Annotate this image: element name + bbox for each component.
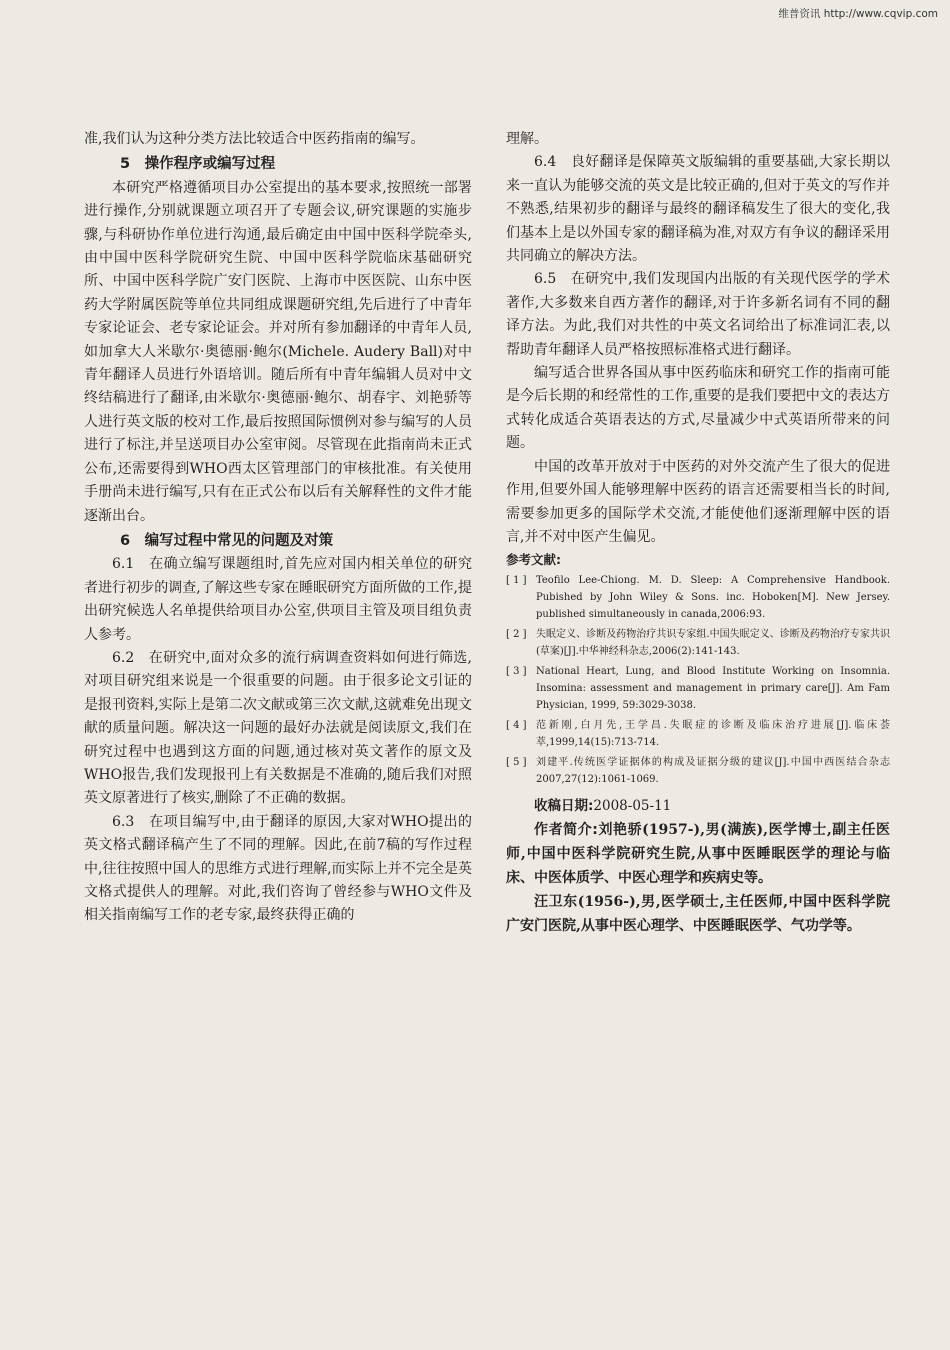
received-date [506, 794, 890, 818]
reference-text: 失眠定义、诊断及药物治疗共识专家组.中国失眠定义、诊断及药物治疗专家共识(草案)[J].中华神经科杂志,2006(2):141-143. [536, 629, 890, 658]
reference-item [506, 663, 890, 714]
watermark: 维普资讯 http://www.cqvip.com [778, 8, 938, 20]
paragraph-6-2: 6.2 在研究中,面对众多的流行病调查资料如何进行筛选,对项目研究组来说是一个很重要的问题。由于很多论文引证的是报刊资料,实际上是第二次文献或第三次文献,这就难免出现文献的质量问题。解决这一问题的最好办法就是阅读原文,我们在研究过程中也遇到这方面的问题,通过核对英文著作的原文及WHO报告,我们发现报刊上有关数据是不准确的,随后我们对照英文原著进行了核实,删除了不正确的数据。 [84, 649, 472, 807]
reference-text: 范新刚,白月先,王学昌.失眠症的诊断及临床治疗进展[J].临床荟萃,1999,14(15):713-714. [536, 720, 890, 749]
paragraph-continued-right: 理解。 [506, 131, 548, 147]
right-column [506, 128, 890, 938]
paragraph-conclusion-1: 编写适合世界各国从事中医药临床和研究工作的指南可能是今后长期的和经常性的工作,重要的是我们要把中文的表达方式转化成适合英语表达的方式,尽量减少中式英语所带来的问题。 [506, 365, 890, 452]
author-bio-1-text: 刘艳骄(1957-),男(满族),医学博士,副主任医师,中国中医科学院研究生院,从事中医睡眠医学的理论与临床、中医体质学、中医心理学和疾病史等。 [506, 822, 890, 887]
section-heading-6: 6 编写过程中常见的问题及对策 [120, 532, 334, 549]
reference-number: [ 5 ] [506, 757, 527, 769]
author-bio-2: 汪卫东(1956-),男,医学硕士,主任医师,中国中医科学院广安门医院,从事中医心理学、中医睡眠医学、气功学等。 [506, 894, 890, 935]
reference-text: Teofilo Lee-Chiong. M. D. Sleep: A Comprehensive Handbook. Pubished by John Wiley & Sons. inc. Hoboken[M]. New Jersey. published simultaneously in canada,2006:93. [536, 575, 890, 621]
paragraph-6-4: 6.4 良好翻译是保障英文版编辑的重要基础,大家长期以来一直认为能够交流的英文是比较正确的,但对于英文的写作并不熟悉,结果初步的翻译与最终的翻译稿发生了很大的变化,我们基本上是以外国专家的翻译稿为准,对双方有争议的翻译采用共同确立的解决方法。 [506, 154, 890, 265]
reference-item [506, 754, 890, 788]
reference-number: [ 2 ] [506, 629, 527, 641]
paragraph-6-3: 6.3 在项目编写中,由于翻译的原因,大家对WHO提出的英文格式翻译稿产生了不同的理解。因此,在前7稿的写作过程中,往往按照中国人的思维方式进行理解,而实际上并不完全是英文格式提供人的理解。对此,我们咨询了曾经参与WHO文件及相关指南编写工作的老专家,最终获得正确的 [84, 813, 472, 924]
reference-text: National Heart, Lung, and Blood Institute Working on Insomnia. Insomina: assessment and management in primary care[J]. Am Fam Physician, 1999, 59:3029-3038. [536, 666, 890, 712]
reference-item [506, 572, 890, 623]
paragraph-6-5: 6.5 在研究中,我们发现国内出版的有关现代医学的学术著作,大多数来自西方著作的翻译,对于许多新名词有不同的翻译方法。为此,我们对共性的中英文名词给出了标准词汇表,以帮助青年翻译人员严格按照标准格式进行翻译。 [506, 271, 890, 358]
reference-item [506, 626, 890, 660]
section-heading-5: 5 操作程序或编写过程 [120, 156, 276, 173]
reference-text: 刘建平.传统医学证据体的构成及证据分级的建议[J].中国中西医结合杂志 2007,27(12):1061-1069. [536, 757, 890, 786]
reference-number: [ 3 ] [506, 666, 527, 678]
paragraph-procedure: 本研究严格遵循项目办公室提出的基本要求,按照统一部署进行操作,分别就课题立项召开了专题会议,研究课题的实施步骤,与科研协作单位进行沟通,最后确定由中国中医科学院牵头,由中国中医科学院研究生院、中国中医科学院临床基础研究所、中国中医科学院广安门医院、上海市中医医院、山东中医药大学附属医院等单位共同组成课题研究组,先后进行了中青年专家论证会、老专家论证会。并对所有参加翻译的中青年人员,如加拿大人米歇尔·奥德丽·鲍尔(Michele. Audery Ball)对中青年翻译人员进行外语培训。随后所有中青年编辑人员对中文终结稿进行了翻译,由米歇尔·奥德丽·鲍尔、胡春宇、刘艳骄等人进行英文版的校对工作,最后按照国际惯例对参与编写的人员进行了标注,并呈送项目办公室审阅。尽管现在此指南尚未正式公布,还需要得到WHO西太区管理部门的审核批准。有关使用手册尚未进行编写,只有在正式公布以后有关解释性的文件才能逐渐出台。 [84, 179, 472, 524]
author-bio-label: 作者简介: [534, 822, 598, 839]
reference-number: [ 4 ] [506, 720, 527, 732]
reference-list [506, 572, 890, 788]
paragraph-continued: 准,我们认为这种分类方法比较适合中医药指南的编写。 [84, 131, 425, 147]
references-heading: 参考文献: [506, 552, 561, 568]
reference-number: [ 1 ] [506, 575, 527, 587]
left-column [84, 128, 472, 928]
reference-item [506, 717, 890, 751]
paragraph-conclusion-2: 中国的改革开放对于中医药的对外交流产生了很大的促进作用,但要外国人能够理解中医药的语言还需要相当长的时间,需要参加更多的国际学术交流,才能使他们逐渐理解中医的语言,并不对中医产生偏见。 [506, 458, 890, 545]
author-bio-1 [506, 818, 890, 890]
received-date-label: 收稿日期: [534, 798, 594, 815]
paragraph-6-1: 6.1 在确立编写课题组时,首先应对国内相关单位的研究者进行初步的调查,了解这些专家在睡眠研究方面所做的工作,提出研究候选人名单提供给项目办公室,供项目主管及项目组负责人参考。 [84, 556, 472, 643]
received-date-value: 2008-05-11 [593, 798, 672, 815]
